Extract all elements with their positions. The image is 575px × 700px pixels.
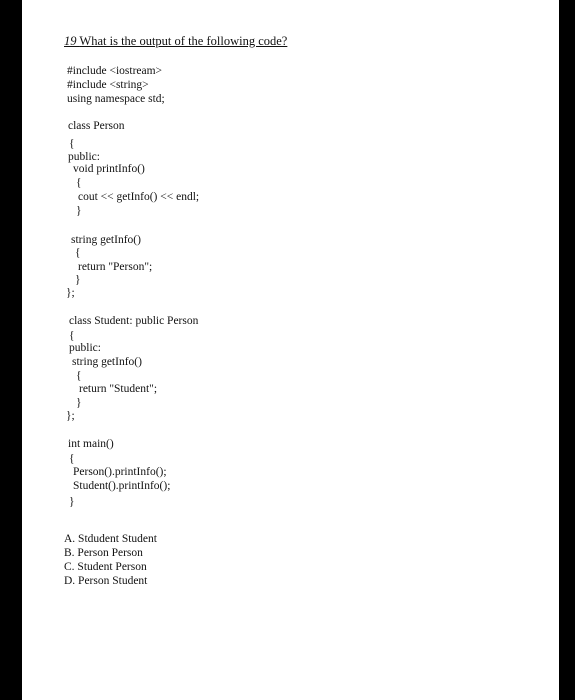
code-line: return "Student";	[79, 383, 158, 395]
code-line: return "Person";	[78, 261, 153, 273]
code-line: Student().printInfo();	[73, 480, 171, 492]
option-a: A. Stdudent Student	[64, 533, 157, 545]
code-line: }	[75, 274, 81, 286]
code-line: public:	[69, 342, 101, 354]
code-line: class Person	[68, 120, 125, 132]
code-line: {	[69, 138, 75, 150]
code-line: public:	[68, 151, 100, 163]
code-line: {	[76, 370, 82, 382]
code-line: class Student: public Person	[69, 315, 199, 327]
question-number: 19	[64, 34, 77, 48]
code-line: #include <iostream>	[67, 65, 163, 77]
question-text: What is the output of the following code?	[79, 34, 288, 48]
document-page	[22, 0, 559, 700]
code-line: }	[76, 397, 82, 409]
code-line: };	[66, 410, 75, 422]
option-b: B. Person Person	[64, 547, 143, 559]
code-line: Person().printInfo();	[73, 466, 167, 478]
code-line: {	[69, 453, 75, 465]
code-line: string getInfo()	[71, 234, 141, 246]
code-line: }	[76, 205, 82, 217]
code-line: int main()	[68, 438, 114, 450]
code-line: using namespace std;	[67, 93, 165, 105]
option-d: D. Person Student	[64, 575, 148, 587]
code-line: string getInfo()	[72, 356, 142, 368]
code-line: }	[69, 496, 75, 508]
code-line: {	[69, 330, 75, 342]
code-line: cout << getInfo() << endl;	[78, 191, 200, 203]
code-line: #include <string>	[67, 79, 149, 91]
code-line: {	[75, 247, 81, 259]
question-title	[64, 34, 287, 49]
code-line: {	[76, 177, 82, 189]
code-line: };	[66, 287, 75, 299]
code-line: void printInfo()	[73, 163, 145, 175]
option-c: C. Student Person	[64, 561, 147, 573]
